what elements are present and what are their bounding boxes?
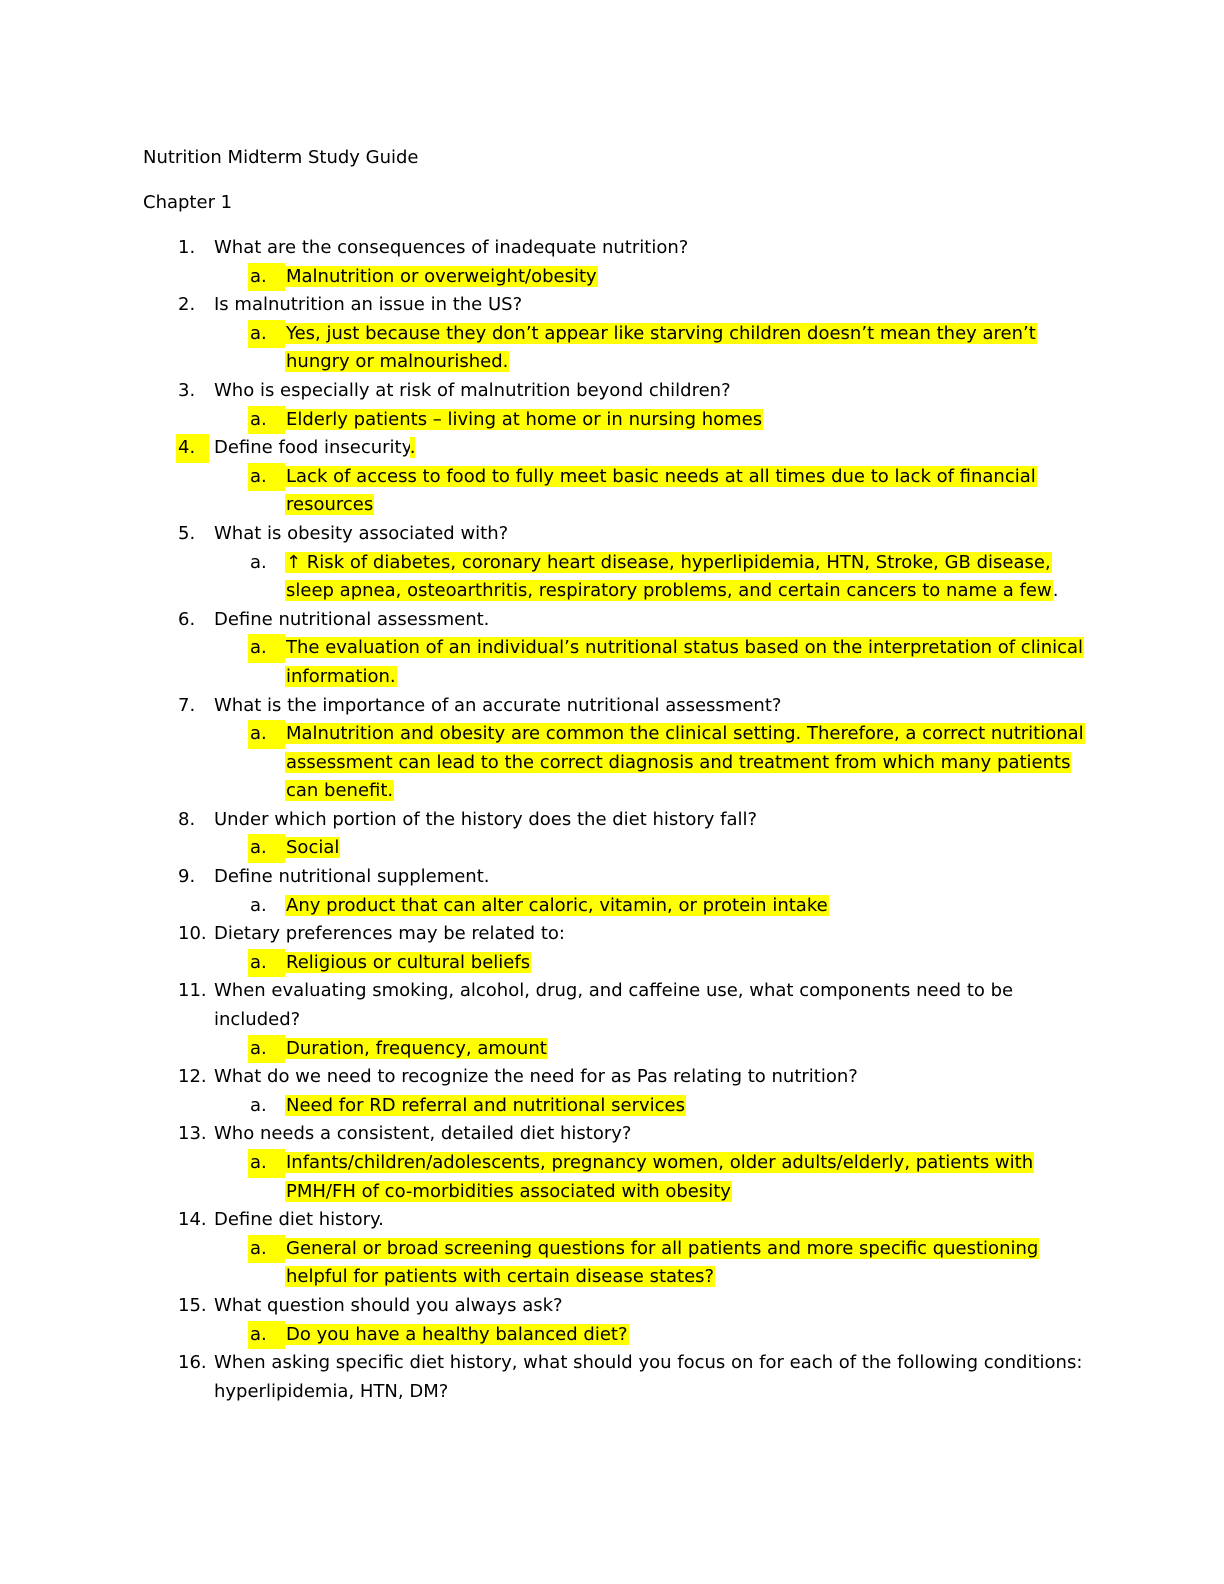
question-item	[143, 234, 1103, 263]
question-text: Who is especially at risk of malnutrition beyond children?	[214, 379, 731, 401]
answer-text: Need for RD referral and nutritional services	[286, 1094, 685, 1116]
question-text: Dietary preferences may be related to:	[214, 923, 565, 945]
answer-label: a.	[250, 551, 267, 573]
question-text: Is malnutrition an issue in the US?	[214, 294, 523, 316]
question-list	[143, 234, 1103, 1406]
answer-item	[143, 463, 1103, 520]
question-text: What question should you always ask?	[214, 1294, 563, 1316]
answer-label: a.	[250, 1037, 267, 1059]
question-number: 14.	[178, 1209, 207, 1231]
answer-text: Malnutrition and obesity are common the clinical setting. Therefore, a correct nutritional assessment can lead to the correct diagnosis and treatment from which many patients can benefit.	[286, 723, 1084, 802]
question-text: Define nutritional supplement.	[214, 866, 490, 888]
answer-text: Social	[286, 837, 340, 859]
question-text: Define food insecurity	[214, 437, 410, 459]
answer-text: Duration, frequency, amount	[286, 1037, 547, 1059]
answer-text: ↑ Risk of diabetes, coronary heart disease, hyperlipidemia, HTN, Stroke, GB disease, sleep apnea, osteoarthritis, respiratory problems, and certain cancers to name a few	[286, 551, 1052, 602]
question-number: 13.	[178, 1123, 207, 1145]
answer-label: a.	[250, 837, 267, 859]
answer-item	[143, 320, 1103, 377]
question-text: What is the importance of an accurate nutritional assessment?	[214, 694, 782, 716]
question-number: 4.	[176, 434, 209, 463]
answer-item	[143, 406, 1103, 435]
answer-text: Elderly patients – living at home or in nursing homes	[286, 408, 763, 430]
question-item	[143, 377, 1103, 406]
answer-item	[143, 892, 1103, 921]
answer-label: a.	[250, 408, 267, 430]
question-text: What are the consequences of inadequate nutrition?	[214, 237, 689, 258]
question-number: 1.	[178, 237, 196, 258]
question-number: 8.	[178, 808, 196, 830]
question-number: 2.	[178, 294, 196, 316]
question-item	[143, 520, 1103, 549]
answer-item	[143, 1035, 1103, 1064]
question-item	[143, 920, 1103, 949]
document-title: Nutrition Midterm Study Guide	[143, 147, 419, 168]
answer-label: a.	[250, 322, 267, 344]
answer-text: The evaluation of an individual’s nutritional status based on the interpretation of clinical information.	[286, 637, 1084, 687]
question-number: 7.	[178, 694, 196, 716]
question-item	[143, 1063, 1103, 1092]
question-item	[143, 291, 1103, 320]
answer-label: a.	[250, 637, 267, 659]
question-text: When evaluating smoking, alcohol, drug, and caffeine use, what components need to be included?	[214, 980, 1014, 1031]
answer-label: a.	[250, 1152, 267, 1173]
chapter-heading: Chapter 1	[143, 192, 233, 213]
answer-item	[143, 1149, 1103, 1206]
question-text: What do we need to recognize the need for as Pas relating to nutrition?	[214, 1066, 858, 1088]
answer-text: Any product that can alter caloric, vitamin, or protein intake	[286, 894, 828, 916]
answer-text: General or broad screening questions for all patients and more specific questioning helpful for patients with certain disease states?	[286, 1237, 1039, 1288]
answer-item	[143, 549, 1103, 606]
answer-text: Infants/children/adolescents, pregnancy women, older adults/elderly, patients with PMH/FH of co-morbidities associated with obesity	[286, 1152, 1034, 1202]
answer-item	[143, 720, 1103, 806]
question-text: Who needs a consistent, detailed diet history?	[214, 1123, 632, 1145]
question-number: 16.	[178, 1352, 207, 1374]
answer-item	[143, 834, 1103, 863]
question-number: 5.	[178, 522, 196, 544]
question-item	[143, 1206, 1103, 1235]
question-item	[143, 977, 1103, 1034]
question-number: 10.	[178, 923, 207, 945]
question-number: 3.	[178, 379, 196, 401]
question-number: 15.	[178, 1294, 207, 1316]
answer-text: Religious or cultural beliefs	[286, 951, 531, 973]
question-number: 11.	[178, 980, 207, 1002]
answer-item	[143, 1235, 1103, 1292]
answer-text: Malnutrition or overweight/obesity	[286, 265, 597, 287]
question-item	[143, 1349, 1103, 1406]
question-text: Under which portion of the history does the diet history fall?	[214, 808, 758, 830]
question-text: Define diet history.	[214, 1209, 384, 1231]
answer-item	[143, 263, 1103, 292]
answer-label: a.	[250, 894, 267, 916]
answer-text: Do you have a healthy balanced diet?	[286, 1323, 628, 1345]
answer-item	[143, 1092, 1103, 1121]
answer-label: a.	[250, 723, 267, 745]
question-item	[143, 1292, 1103, 1321]
answer-label: a.	[250, 465, 267, 487]
answer-item	[143, 1321, 1103, 1350]
answer-label: a.	[250, 1237, 267, 1259]
answer-text: Yes, just because they don’t appear like starving children doesn’t mean they aren’t hungry or malnourished.	[286, 322, 1036, 373]
question-suffix: .	[409, 437, 416, 459]
answer-label: a.	[250, 265, 267, 287]
question-item	[143, 863, 1103, 892]
question-item	[143, 806, 1103, 835]
answer-text: Lack of access to food to fully meet basic needs at all times due to lack of financial resources	[286, 465, 1036, 516]
question-number: 12.	[178, 1066, 207, 1088]
question-text: Define nutritional assessment.	[214, 608, 490, 630]
question-number: 9.	[178, 866, 196, 888]
question-item	[143, 434, 1103, 463]
question-text: What is obesity associated with?	[214, 522, 509, 544]
question-item	[143, 606, 1103, 635]
question-text: When asking specific diet history, what should you focus on for each of the following conditions: hyperlipidemia, HTN, DM?	[214, 1352, 1083, 1402]
question-item	[143, 1120, 1103, 1149]
question-item	[143, 692, 1103, 721]
answer-label: a.	[250, 1323, 267, 1345]
answer-suffix: .	[1052, 580, 1059, 602]
answer-item	[143, 949, 1103, 978]
answer-label: a.	[250, 1094, 267, 1116]
document-page	[143, 144, 1103, 1406]
question-number: 6.	[178, 608, 196, 630]
answer-label: a.	[250, 951, 267, 973]
answer-item	[143, 634, 1103, 691]
